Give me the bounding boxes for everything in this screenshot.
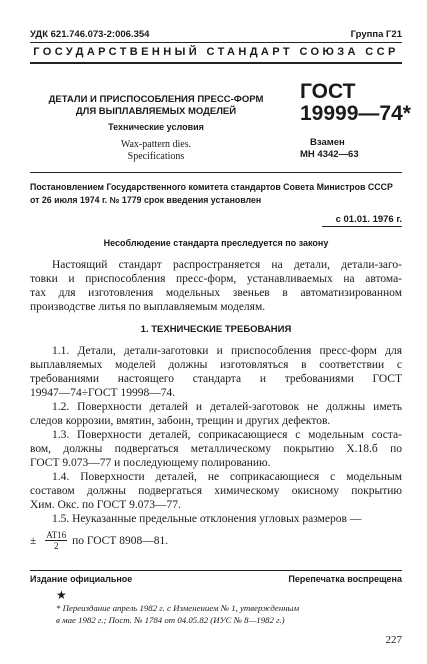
item-line: составом должны подвергаться химическому окисному покрытию bbox=[30, 485, 402, 497]
intro-line: производстве литья по выплавляемым моделям. bbox=[30, 301, 266, 313]
item-line: Хим. Окс. по ГОСТ 9.073—77. bbox=[30, 499, 181, 511]
item-line: вом, должны подвергаться металлическому покрытию Х.18.б по bbox=[30, 443, 402, 455]
replaces-value: МН 4342—63 bbox=[300, 149, 359, 160]
item-line: следов коррозии, вмятин, забоин, трещин и других дефектов. bbox=[30, 415, 331, 427]
item-line: 1.4. Поверхности деталей, не соприкасающиеся с модельным bbox=[52, 471, 402, 483]
decree-line2: от 26 июля 1974 г. № 1779 срок введения установлен bbox=[30, 195, 262, 205]
item-line: 1.1. Детали, детали-заготовки и приспособления пресс-форм для bbox=[52, 345, 402, 357]
intro-paragraph bbox=[30, 258, 402, 314]
section-title: 1. ТЕХНИЧЕСКИЕ ТРЕБОВАНИЯ bbox=[140, 324, 292, 335]
item-line: 1.5. Неуказанные предельные отклонения угловых размеров — bbox=[52, 513, 362, 525]
group-code: Группа Г21 bbox=[350, 29, 402, 40]
title-rule bbox=[30, 172, 402, 173]
decree-date-rule bbox=[322, 226, 402, 227]
formula-suffix: по ГОСТ 8908—81. bbox=[72, 534, 169, 547]
reprint-note-line2: в мае 1982 г.; Пост. № 1784 от 04.05.82 (ИУС № 8—1982 г.) bbox=[56, 615, 285, 625]
item-1-1 bbox=[30, 344, 402, 400]
gost-label: ГОСТ bbox=[300, 80, 356, 103]
subtitle-ru: Технические условия bbox=[108, 122, 204, 132]
item-line: выплавляемых моделей должны изготовляться в соответствии с bbox=[30, 359, 402, 371]
title-ru-line1: ДЕТАЛИ И ПРИСПОСОБЛЕНИЯ ПРЕСС-ФОРМ bbox=[48, 94, 264, 105]
header-rule-bottom bbox=[30, 62, 402, 64]
item-1-5 bbox=[30, 512, 402, 526]
star-mark: ★ bbox=[56, 588, 67, 602]
intro-line: тах для изготовления модельных звеньев в автоматизированном bbox=[30, 287, 402, 299]
intro-line: Настоящий стандарт распространяется на детали, детали-заго- bbox=[52, 259, 402, 271]
page-number: 227 bbox=[385, 634, 402, 646]
reprint-note-line1: * Переиздание апрель 1982 г. с Изменением № 1, утвержденным bbox=[56, 603, 300, 613]
formula-numerator: AT16 bbox=[46, 530, 67, 540]
udk-code: УДК 621.746.073-2:006.354 bbox=[30, 29, 150, 40]
law-notice: Несоблюдение стандарта преследуется по закону bbox=[103, 238, 329, 248]
standard-line: ГОСУДАРСТВЕННЫЙ СТАНДАРТ СОЮЗА ССР bbox=[33, 46, 399, 58]
item-line: 1.3. Поверхности деталей, соприкасающиеся с модельным соста- bbox=[52, 429, 402, 441]
item-line: требованиями настоящего стандарта и требованиями ГОСТ bbox=[30, 373, 402, 385]
decree-line1: Постановлением Государственного комитета стандартов Совета Министров СССР bbox=[30, 182, 393, 192]
item-line: 1.2. Поверхности деталей и деталей-заготовок не должны иметь bbox=[52, 401, 402, 413]
title-en-line2: Specifications bbox=[127, 151, 185, 162]
title-ru-line2: ДЛЯ ВЫПЛАВЛЯЕМЫХ МОДЕЛЕЙ bbox=[75, 106, 237, 117]
item-line: ГОСТ 9.073—77 и последующему полированию. bbox=[30, 457, 271, 469]
title-en-line1: Wax-pattern dies. bbox=[120, 139, 192, 150]
item-1-3 bbox=[30, 428, 402, 470]
no-reprint: Перепечатка воспрещена bbox=[288, 574, 402, 584]
formula-prefix: ± bbox=[30, 534, 37, 547]
formula-fraction bbox=[45, 530, 67, 551]
item-line: 19947—74÷ГОСТ 19998—74. bbox=[30, 387, 176, 399]
official-edition: Издание официальное bbox=[30, 574, 133, 584]
replaces-label: Взамен bbox=[310, 137, 345, 148]
item-1-4 bbox=[30, 470, 402, 512]
tolerance-formula bbox=[30, 530, 168, 551]
gost-number: 19999—74* bbox=[300, 102, 411, 125]
item-1-2 bbox=[30, 400, 402, 428]
decree-date: с 01.01. 1976 г. bbox=[335, 214, 402, 225]
footer-rule bbox=[30, 570, 402, 571]
header-rule-top bbox=[30, 42, 402, 43]
intro-line: товки и приспособления пресс-форм, устанавливаемых на автома- bbox=[30, 273, 402, 285]
formula-denominator: 2 bbox=[53, 541, 59, 551]
